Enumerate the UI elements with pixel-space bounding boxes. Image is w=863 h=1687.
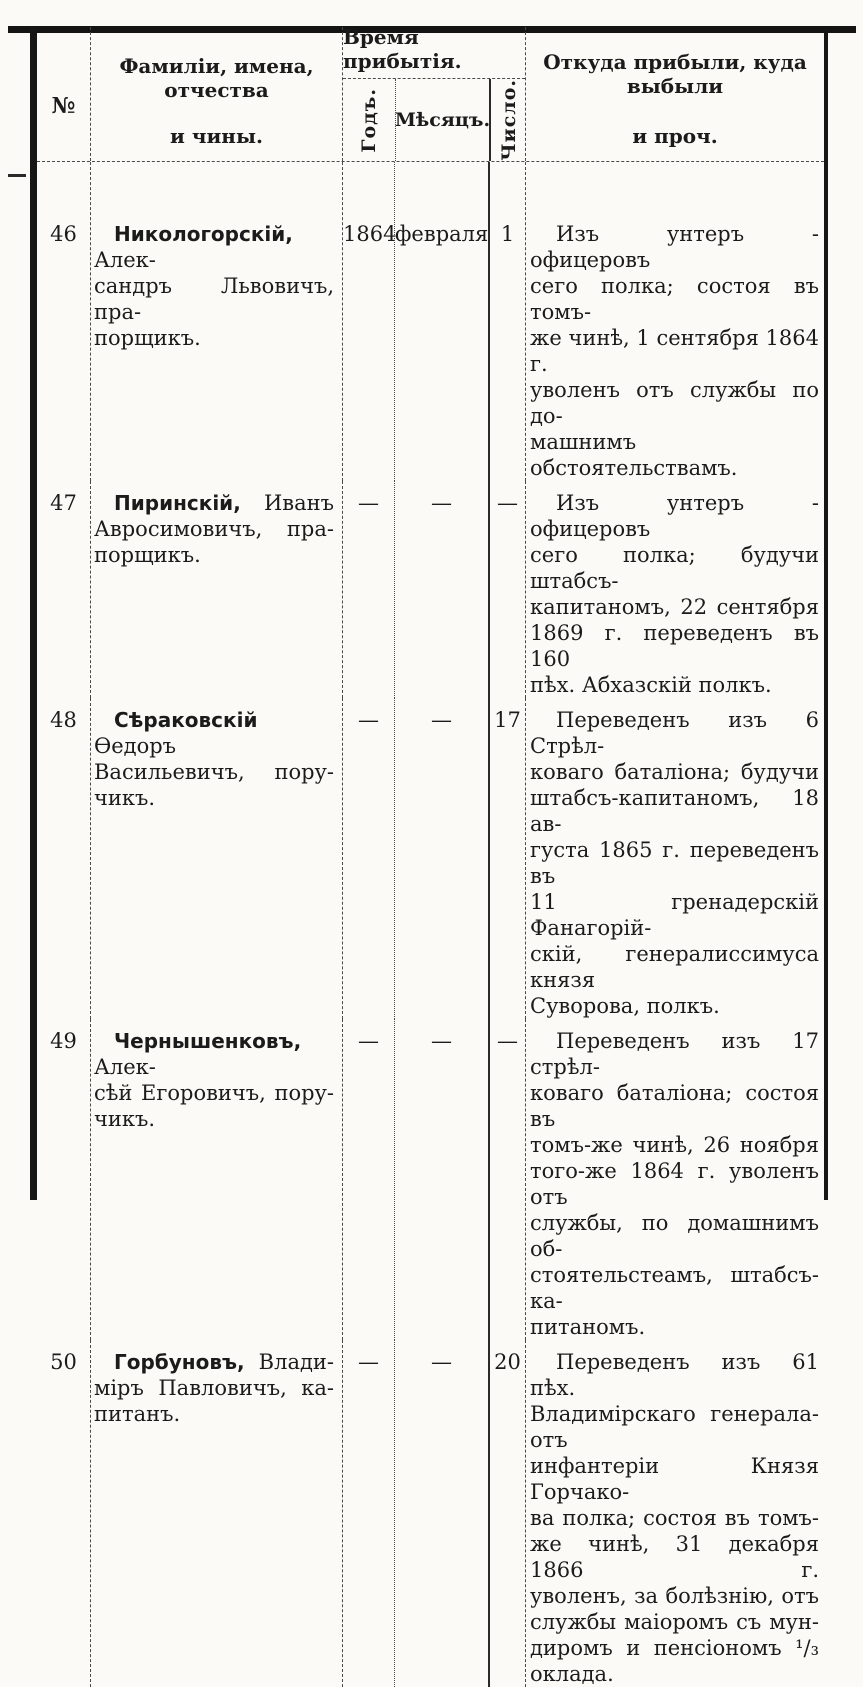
header-label-arrival: Время прибытія.: [343, 24, 462, 73]
description-line: Переведенъ изъ 61 пѣх.: [530, 1349, 819, 1400]
register-table: [30, 24, 828, 1686]
cell-description: [525, 481, 824, 698]
header-label-names-line2: и чины.: [170, 123, 263, 148]
description-line: машнимъ обстоятельствамъ.: [530, 429, 738, 480]
name-line: Васильевичъ, пору-: [94, 759, 334, 784]
cell-month: —: [394, 1340, 488, 1687]
header-arrival-subcolumns: [343, 79, 525, 161]
table-header: [37, 24, 824, 162]
margin-dash-mark: [8, 174, 26, 177]
description-line: скій, генералиссимуса князя: [530, 941, 819, 992]
surname: Никологорскій,: [114, 221, 293, 246]
name-line: Никологорскій, Алек-: [94, 221, 293, 272]
header-subcell-month: [395, 79, 489, 161]
cell-day: —: [488, 1019, 525, 1340]
description-line: сего полка; будучи штабсъ-: [530, 542, 819, 593]
name-line: порщикъ.: [94, 542, 201, 567]
cell-day: 20: [488, 1340, 525, 1687]
header-cell-number: [37, 27, 90, 161]
description-line: же чинѣ, 1 сентября 1864 г.: [530, 325, 819, 376]
cell-number: 49: [50, 1028, 77, 1053]
cell-names: [90, 698, 342, 1019]
name-line: міръ Павловичъ, ка-: [94, 1375, 334, 1400]
cell-description: [525, 1340, 824, 1687]
description-line: Переведенъ изъ 17 стрѣл-: [530, 1028, 819, 1079]
description-line: Изъ унтеръ - офицеровъ: [530, 221, 819, 272]
header-subcell-year: [343, 79, 395, 161]
description-line: штабсъ-капитаномъ, 18 ав-: [530, 785, 819, 836]
cell-names: [90, 481, 342, 698]
name-line: Пиринскій, Иванъ: [114, 490, 334, 515]
name-line: Сѣраковскій Ѳедоръ: [94, 707, 258, 758]
surname: Пиринскій,: [114, 490, 241, 515]
cell-year: —: [342, 698, 394, 1019]
surname: Горбуновъ,: [114, 1349, 245, 1374]
cell-description: [525, 698, 824, 1019]
table-row: [37, 698, 824, 1019]
header-subcell-day: [489, 79, 526, 161]
cell-names: [90, 1019, 342, 1340]
cell-number: 50: [50, 1349, 77, 1374]
name-line: сѣй Егоровичъ, пору-: [94, 1080, 334, 1105]
description-line: коваго баталіона; будучи: [530, 759, 819, 784]
description-line: густа 1865 г. переведенъ въ: [530, 837, 819, 888]
header-label-month: Мѣсяцъ.: [394, 108, 491, 131]
description-line: уволенъ отъ службы по до-: [530, 377, 819, 428]
description-line: Изъ унтеръ - офицеровъ: [530, 490, 819, 541]
cell-names: [90, 162, 342, 481]
name-line: питанъ.: [94, 1401, 181, 1426]
description-line: уволенъ, за болѣзнію, отъ: [530, 1583, 819, 1608]
header-label-names-line1: Фамиліи, имена, отчества: [119, 53, 314, 102]
table-row: [37, 1340, 824, 1687]
cell-month: —: [394, 1019, 488, 1340]
table-row: [37, 481, 824, 698]
cell-day: —: [488, 481, 525, 698]
description-line: того-же 1864 г. уволенъ отъ: [530, 1158, 819, 1209]
header-label-origin-line2: и проч.: [632, 123, 718, 148]
name-line: Авросимовичъ, пра-: [94, 516, 334, 541]
description-line: 1869 г. переведенъ въ 160: [530, 620, 819, 671]
name-line: чикъ.: [94, 1106, 156, 1131]
description-line: диромъ и пенсіономъ ¹/₃: [530, 1635, 819, 1660]
cell-month: —: [394, 481, 488, 698]
header-label-year: Годъ.: [358, 87, 380, 153]
header-cell-origin: [525, 27, 824, 161]
description-line: Переведенъ изъ 6 Стрѣл-: [530, 707, 819, 758]
table-row: [37, 162, 824, 481]
cell-year: 1864: [342, 162, 394, 481]
cell-description: [525, 162, 824, 481]
cell-year: —: [342, 481, 394, 698]
description-line: оклада.: [530, 1661, 614, 1686]
description-line: службы маіоромъ съ мун-: [530, 1609, 819, 1634]
cell-month: февраля: [394, 162, 488, 481]
cell-day: 1: [488, 162, 525, 481]
name-line: чикъ.: [94, 785, 156, 810]
description-line: Суворова, полкъ.: [530, 993, 720, 1018]
cell-month: —: [394, 698, 488, 1019]
cell-day: 17: [488, 698, 525, 1019]
description-line: Владимірскаго генерала-отъ: [530, 1401, 819, 1452]
cell-description: [525, 1019, 824, 1340]
surname: Чернышенковъ,: [114, 1028, 302, 1053]
name-line: сандръ Львовичъ, пра-: [94, 273, 334, 324]
header-group-arrival: [342, 24, 525, 161]
description-line: службы, по домашнимъ об-: [530, 1210, 819, 1261]
description-line: ва полка; состоя въ томъ-: [530, 1505, 819, 1530]
header-label-origin-line1: Откуда прибыли, куда выбыли: [543, 49, 807, 98]
description-line: томъ-же чинѣ, 26 ноября: [530, 1132, 819, 1157]
cell-names: [90, 1340, 342, 1687]
cell-number: 46: [50, 221, 77, 246]
table-row: [37, 1019, 824, 1340]
description-line: сего полка; состоя въ томъ-: [530, 273, 819, 324]
description-line: коваго баталіона; состоя въ: [530, 1080, 819, 1131]
name-line: порщикъ.: [94, 325, 201, 350]
description-line: 11 гренадерскій Фанагорій-: [530, 889, 819, 940]
description-line: же чинѣ, 31 декабря 1866 г.: [530, 1531, 819, 1582]
cell-year: —: [342, 1340, 394, 1687]
surname: Сѣраковскій: [114, 707, 258, 732]
description-line: капитаномъ, 22 сентября: [530, 594, 819, 619]
description-line: стоятельстеамъ, штабсъ-ка-: [530, 1262, 819, 1313]
cell-number: 48: [50, 707, 77, 732]
header-label-number: №: [51, 92, 76, 119]
name-line: Горбуновъ, Влади-: [114, 1349, 334, 1374]
description-line: пѣх. Абхазскій полкъ.: [530, 672, 772, 697]
cell-year: —: [342, 1019, 394, 1340]
cell-number: 47: [50, 490, 77, 515]
table-body: [37, 162, 824, 1687]
description-line: питаномъ.: [530, 1314, 646, 1339]
header-cell-names: [90, 27, 342, 161]
description-line: инфантеріи Князя Горчако-: [530, 1453, 819, 1504]
header-label-day: Число.: [497, 79, 520, 161]
name-line: Чернышенковъ, Алек-: [94, 1028, 302, 1079]
